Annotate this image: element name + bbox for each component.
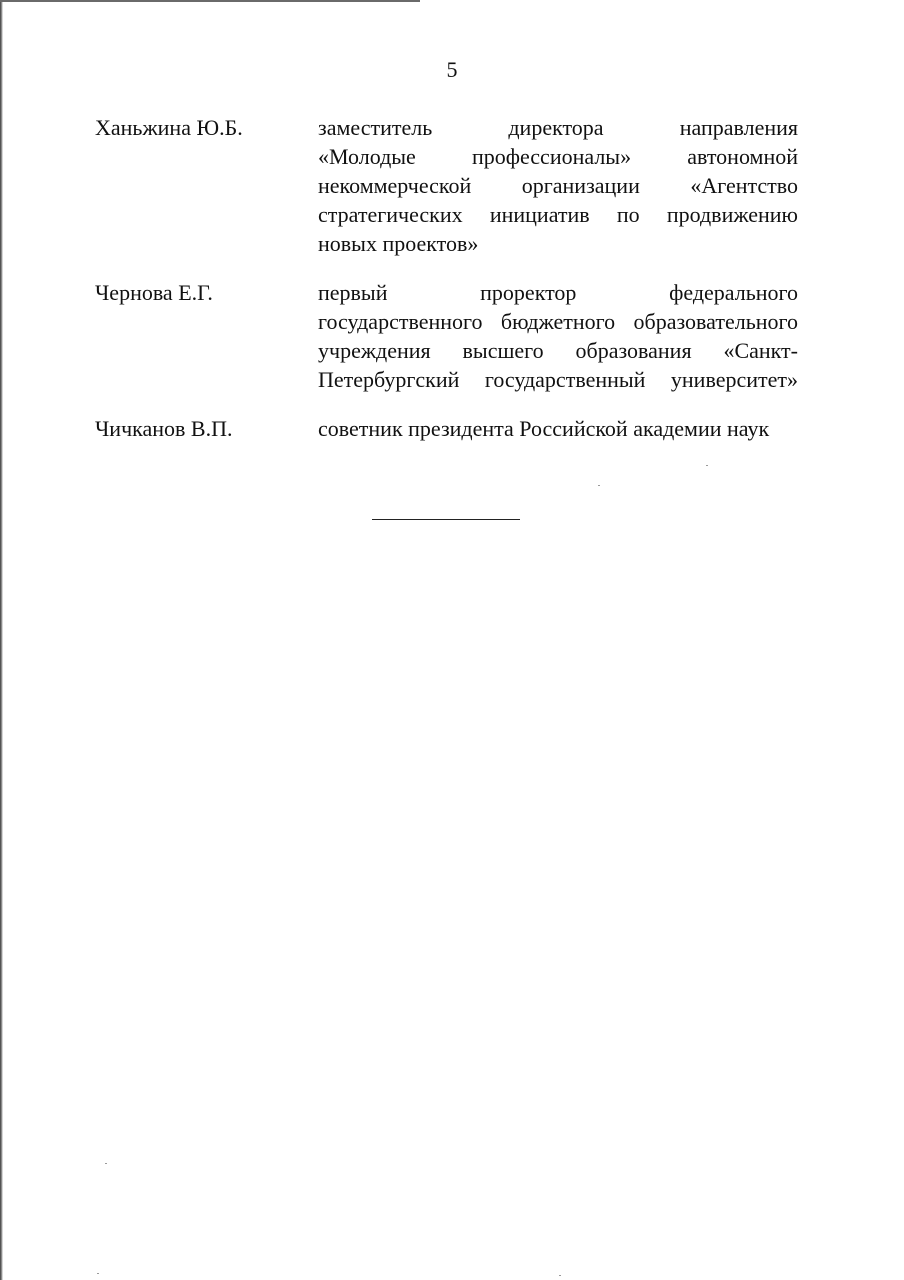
scan-speck: [559, 1275, 561, 1276]
member-name: Ханьжина Ю.Б.: [95, 115, 243, 140]
member-position: [318, 278, 798, 394]
scan-edge-top: [0, 0, 420, 2]
scan-speck: [105, 1163, 107, 1164]
member-name: Чичканов В.П.: [95, 416, 233, 441]
member-position: [318, 414, 798, 443]
member-name: Чернова Е.Г.: [95, 280, 213, 305]
position-line: «Молодые профессионалы» автономной: [318, 144, 798, 169]
scan-speck: [598, 485, 600, 486]
position-line: первый проректор федерального: [318, 280, 798, 305]
position-line: некоммерческой организации «Агентство: [318, 173, 798, 198]
position-line: советник президента Российской академии наук: [318, 416, 770, 441]
scan-edge-left: [0, 0, 3, 1280]
position-line: новых проектов»: [318, 231, 479, 256]
position-line: Петербургский государственный университет»: [318, 367, 798, 392]
scan-speck: [706, 465, 708, 466]
scan-speck: [97, 1273, 99, 1274]
position-line: заместитель директора направления: [318, 115, 798, 140]
position-line: стратегических инициатив по продвижению: [318, 202, 798, 227]
end-of-list-rule: [372, 519, 520, 520]
member-position: [318, 113, 798, 258]
page-number: 5: [446, 57, 458, 82]
position-line: учреждения высшего образования «Санкт-: [318, 338, 798, 363]
position-line: государственного бюджетного образовательного: [318, 309, 798, 334]
